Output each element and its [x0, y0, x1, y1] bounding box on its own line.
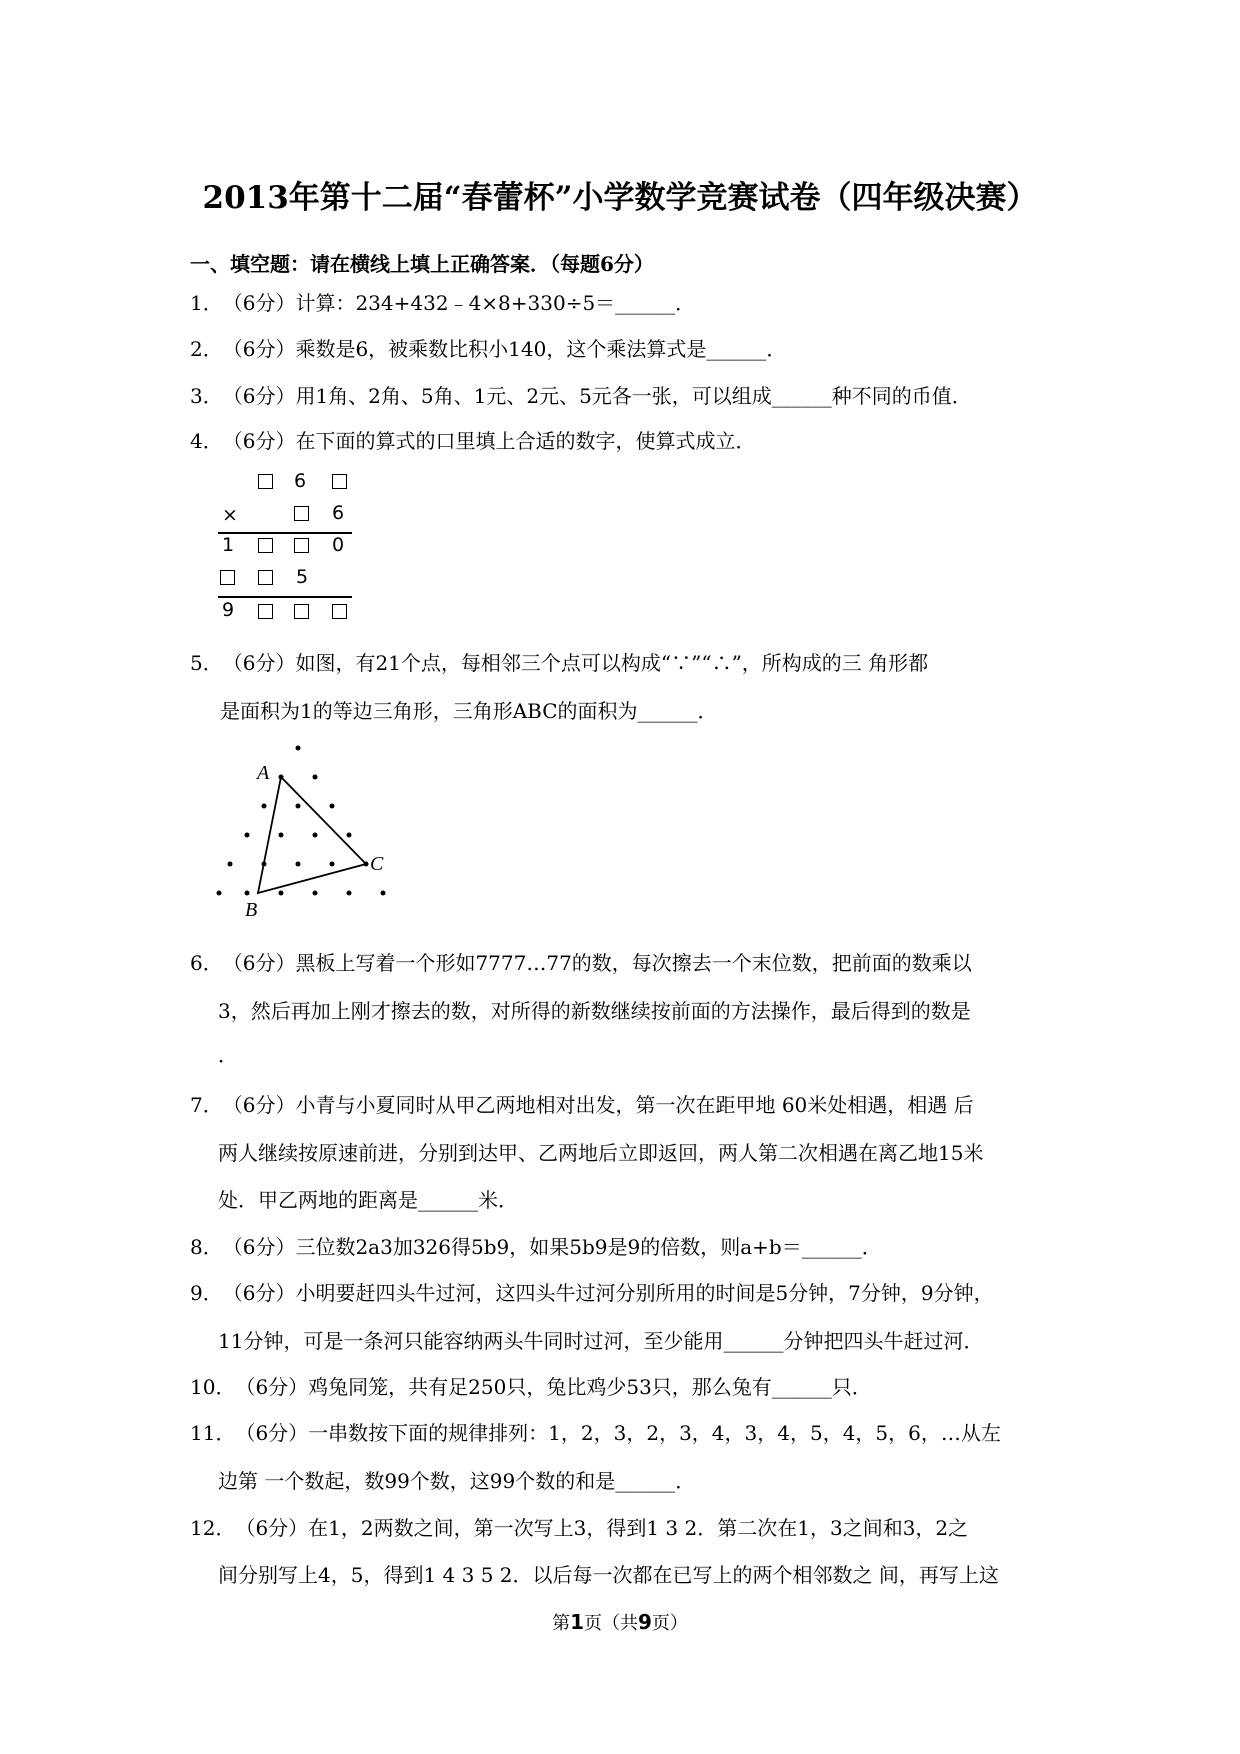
- footer-suffix: 页）: [651, 1613, 688, 1634]
- digit: 6: [294, 470, 307, 492]
- question-number: 5．: [190, 651, 223, 675]
- question-10: [190, 1374, 872, 1400]
- footer-prefix: 第: [552, 1613, 571, 1634]
- digit: 9: [222, 599, 235, 621]
- question-number: 8．: [190, 1235, 223, 1259]
- rule-line: [218, 596, 352, 598]
- question-7-line-3: 处．甲乙两地的距离是______米．: [218, 1188, 518, 1212]
- blank-box: [258, 474, 273, 489]
- footer-page-number: 1: [570, 1610, 584, 1634]
- question-9-line-2: 11分钟，可是一条河只能容纳两头牛同时过河，至少能用______分钟把四头牛赶过河．: [218, 1329, 984, 1353]
- triangle-dot-figure: [215, 738, 405, 918]
- question-11: [190, 1420, 1001, 1446]
- blank-box: [258, 538, 273, 553]
- question-text: （6分）如图，有21个点，每相邻三个点可以构成“∵”“∴”，所构成的三 角形都: [222, 651, 929, 675]
- question-2: [190, 336, 786, 362]
- question-number: 12．: [190, 1516, 236, 1540]
- question-6-line-2: 3，然后再加上刚才擦去的数，对所得的新数继续按前面的方法操作，最后得到的数是: [218, 999, 971, 1023]
- question-text: （6分）乘数是6，被乘数比积小140，这个乘法算式是______．: [222, 337, 787, 361]
- multiplication-puzzle: [218, 468, 358, 628]
- blank-box: [332, 604, 347, 619]
- question-5: [190, 650, 928, 676]
- question-3: [190, 383, 972, 409]
- question-text: （6分）一串数按下面的规律排列：1，2，3，2，3，4，3，4，5，4，5，6，…从左: [235, 1421, 1001, 1445]
- question-text: （6分）计算：234+432﹣4×8+330÷5＝______．: [222, 291, 696, 315]
- question-12: [190, 1515, 968, 1541]
- page-title: 2013年第十二届“春蕾杯”小学数学竞赛试卷（四年级决赛）: [202, 180, 1038, 216]
- blank-box: [220, 570, 235, 585]
- blank-box: [294, 604, 309, 619]
- question-text: （6分）鸡兔同笼，共有足250只，兔比鸡少53只，那么兔有______只．: [235, 1375, 872, 1399]
- blank-box: [258, 604, 273, 619]
- footer-total-pages: 9: [638, 1610, 652, 1634]
- dot-grid: [217, 746, 386, 896]
- label-c: C: [370, 853, 384, 875]
- question-text: （6分）小青与小夏同时从甲乙两地相对出发，第一次在距甲地 60米处相遇，相遇 后: [222, 1093, 974, 1117]
- question-4: [190, 428, 755, 454]
- question-12-line-2: 间分别写上4，5，得到1 4 3 5 2．以后每一次都在已写上的两个相邻数之 间，再写上这: [218, 1563, 999, 1587]
- question-number: 3．: [190, 384, 223, 408]
- question-11-line-2: 边第 一个数起，数99个数，这99个数的和是______．: [218, 1469, 696, 1493]
- question-text: （6分）小明要赶四头牛过河，这四头牛过河分别所用的时间是5分钟，7分钟，9分钟，: [222, 1281, 994, 1305]
- question-7: [190, 1092, 974, 1118]
- label-b: B: [245, 899, 258, 918]
- question-number: 2．: [190, 337, 223, 361]
- digit: 5: [296, 566, 309, 588]
- question-number: 6．: [190, 951, 223, 975]
- question-number: 4．: [190, 429, 223, 453]
- question-text: （6分）三位数2a3加326得5b9，如果5b9是9的倍数，则a+b＝______．: [222, 1235, 882, 1259]
- digit: 1: [222, 534, 235, 556]
- digit: 0: [332, 534, 345, 556]
- question-number: 7．: [190, 1093, 223, 1117]
- question-6: [190, 950, 972, 976]
- digit: 6: [332, 502, 345, 524]
- label-a: A: [257, 762, 270, 784]
- page-footer: [0, 1609, 1240, 1635]
- question-text: （6分）黑板上写着一个形如7777…77的数，每次擦去一个末位数，把前面的数乘以: [222, 951, 972, 975]
- question-1: [190, 290, 695, 316]
- footer-middle: 页（共: [584, 1613, 638, 1634]
- question-text: （6分）在下面的算式的口里填上合适的数字，使算式成立．: [222, 429, 756, 453]
- question-number: 11．: [190, 1421, 236, 1445]
- question-text: （6分）用1角、2角、5角、1元、2元、5元各一张，可以组成______种不同的币值．: [222, 384, 972, 408]
- question-8: [190, 1234, 882, 1260]
- multiply-sign: ×: [222, 504, 238, 526]
- blank-box: [294, 538, 309, 553]
- question-number: 1．: [190, 291, 223, 315]
- blank-box: [294, 506, 309, 521]
- section-heading: 一、填空题：请在横线上填上正确答案．（每题6分）: [190, 252, 654, 276]
- question-9: [190, 1280, 994, 1306]
- question-number: 10．: [190, 1375, 236, 1399]
- question-6-line-3: ．: [218, 1043, 238, 1067]
- question-text: （6分）在1，2两数之间，第一次写上3，得到1 3 2．第二次在1，3之间和3，2之: [235, 1516, 969, 1540]
- question-5-line-2: 是面积为1的等边三角形，三角形ABC的面积为______．: [220, 699, 718, 723]
- blank-box: [332, 474, 347, 489]
- blank-box: [258, 570, 273, 585]
- question-7-line-2: 两人继续按原速前进，分别到达甲、乙两地后立即返回，两人第二次相遇在离乙地15米: [218, 1141, 984, 1165]
- question-number: 9．: [190, 1281, 223, 1305]
